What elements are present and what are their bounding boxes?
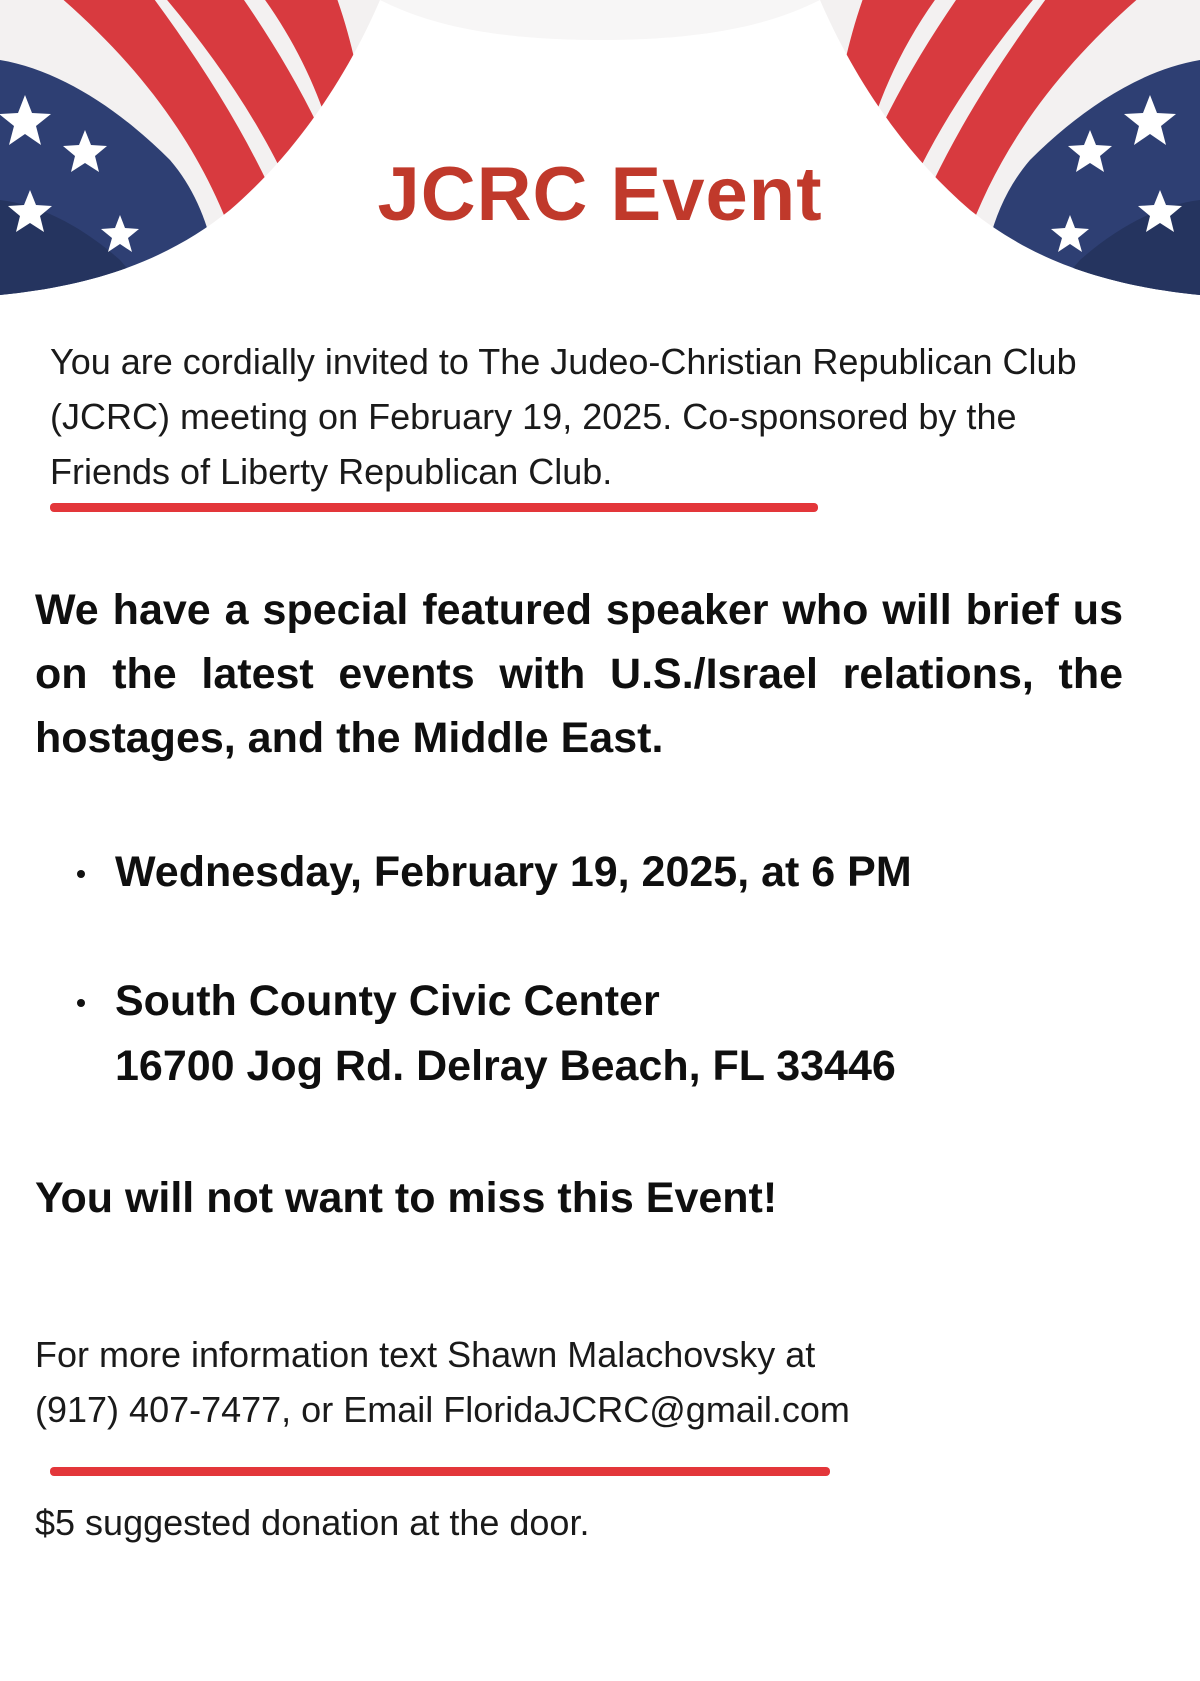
contact-info [35, 1327, 1115, 1437]
callout-text: You will not want to miss this Event! [35, 1174, 778, 1222]
donation-text: $5 suggested donation at the door. [35, 1502, 590, 1543]
date-time-item [70, 840, 1130, 905]
contact-line-1: For more information text Shawn Malachovsky at [35, 1334, 816, 1375]
invitation-text: You are cordially invited to The Judeo-Christian Republican Club (JCRC) meeting on February 19, 2025. Co-sponsored by the Friends of Liberty Republican Club. [50, 341, 1077, 492]
bullet-icon [77, 999, 85, 1007]
event-details-list [70, 840, 1130, 1099]
venue-address: 16700 Jog Rd. Delray Beach, FL 33446 [115, 1042, 896, 1090]
american-flag-drape-icon [0, 0, 1200, 295]
contact-line-2: (917) 407-7477, or Email FloridaJCRC@gmail.com [35, 1389, 850, 1430]
venue-name: South County Civic Center [115, 977, 660, 1025]
divider-top [50, 503, 818, 512]
featured-speaker-text: We have a special featured speaker who will brief us on the latest events with U.S./Israel relations, the hostages, and the Middle East. [35, 586, 1123, 762]
date-time-text: Wednesday, February 19, 2025, at 6 PM [115, 848, 912, 896]
venue-item [70, 969, 1130, 1099]
event-title: JCRC Event [377, 152, 823, 237]
banner [0, 0, 1200, 295]
divider-bottom [50, 1467, 830, 1476]
bullet-icon [77, 870, 85, 878]
